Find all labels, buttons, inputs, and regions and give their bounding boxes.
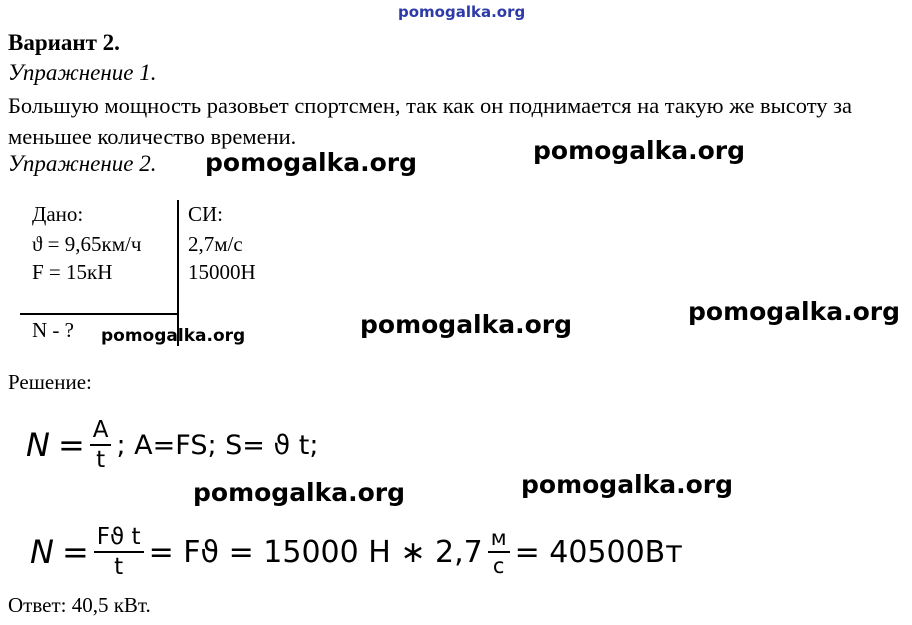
si-header: СИ: [188, 202, 224, 226]
given-header: Дано: [32, 202, 84, 226]
fraction-force-velocity-time [94, 525, 144, 579]
given-velocity: ϑ = 9,65км/ч [32, 232, 142, 256]
formula-equals: = [57, 426, 85, 464]
exercise-2-label: Упражнение 2. [8, 151, 157, 176]
given-divider-horizontal [20, 313, 178, 315]
given-force: F = 15кН [32, 260, 113, 284]
watermark: pomogalka.org [205, 148, 418, 177]
watermark: pomogalka.org [101, 326, 246, 346]
formula-n: N [30, 533, 54, 571]
formula-power-definition [26, 412, 318, 478]
watermark: pomogalka.org [360, 310, 573, 339]
formula-power-calculation [30, 520, 683, 584]
fraction-work-time [90, 418, 112, 472]
watermark: pomogalka.org [688, 297, 901, 326]
answer: Ответ: 40,5 кВт. [8, 593, 151, 617]
exercise-1-text: Большую мощность разовьет спортсмен, так как он поднимается на такую же высоту за меньшее количество времени. [8, 93, 853, 149]
fraction-denominator: t [96, 447, 106, 473]
unit-denominator: с [492, 554, 505, 578]
fraction-denominator: t [114, 554, 124, 580]
fraction-unit-speed [488, 527, 510, 577]
find-power: N - ? [32, 318, 74, 342]
watermark: pomogalka.org [521, 470, 734, 499]
formula-rest: ; A=FS; S= ϑ t; [116, 429, 319, 461]
solution-label: Решение: [8, 370, 92, 394]
si-velocity: 2,7м/с [188, 232, 243, 256]
unit-numerator: м [488, 527, 510, 553]
formula-n: N [26, 426, 50, 464]
given-divider-vertical [177, 200, 179, 346]
formula-middle: = Fϑ = 15000 Н ∗ 2,7 [148, 534, 483, 570]
fraction-numerator: Fϑ t [94, 525, 144, 553]
formula-result: = 40500Вт [514, 534, 683, 570]
watermark-top: pomogalka.org [398, 3, 526, 21]
variant-title: Вариант 2. [8, 30, 120, 55]
fraction-numerator: A [90, 418, 112, 446]
watermark: pomogalka.org [533, 136, 746, 165]
watermark: pomogalka.org [193, 478, 406, 507]
exercise-1-label: Упражнение 1. [8, 60, 157, 85]
formula-equals: = [61, 533, 89, 571]
si-force: 15000Н [188, 260, 256, 284]
